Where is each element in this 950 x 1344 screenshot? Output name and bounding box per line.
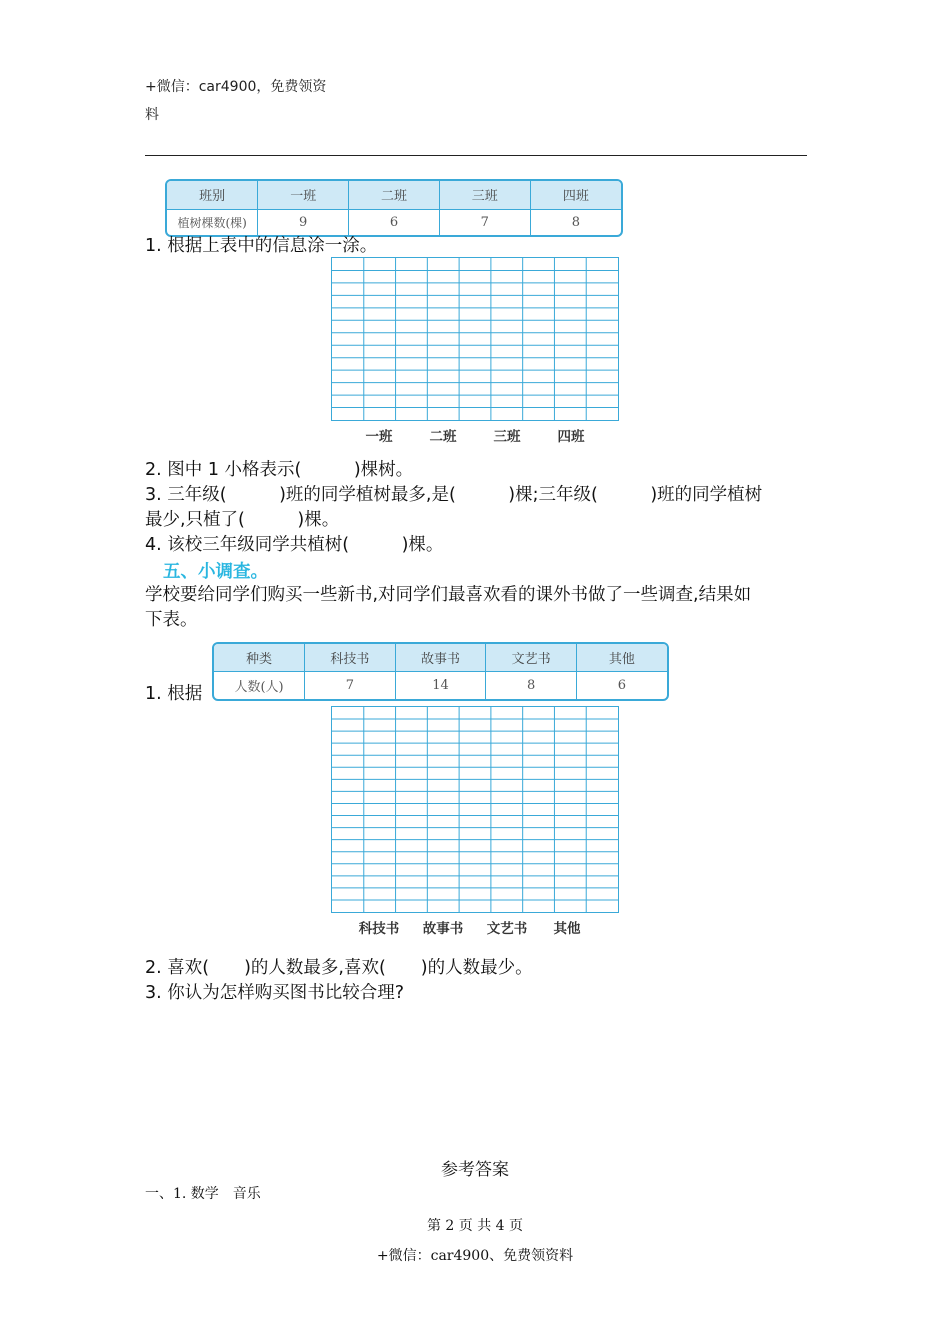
table-cell: 6 xyxy=(576,672,667,700)
table-header-cell: 文艺书 xyxy=(486,644,577,672)
table-cell: 8 xyxy=(530,209,621,235)
grid1-label: 二班 xyxy=(429,429,457,445)
table-header-cell: 三班 xyxy=(439,181,530,209)
question-3-continued: 最少,只植了( )棵。 xyxy=(145,510,340,530)
bar-chart-grid-1[interactable] xyxy=(331,257,619,421)
grid2-label: 故事书 xyxy=(422,921,464,937)
header-note: +微信：car4900，免费领资 xyxy=(145,79,327,95)
question-1b-text: 1. 根据 xyxy=(145,684,203,704)
question-4: 4. 该校三年级同学共植树( )棵。 xyxy=(145,535,444,555)
table-header-cell: 一班 xyxy=(258,181,349,209)
survey-question-2: 2. 喜欢( )的人数最多,喜欢( )的人数最少。 xyxy=(145,958,533,978)
table-header-cell: 二班 xyxy=(349,181,440,209)
question-2: 2. 图中 1 小格表示( )棵树。 xyxy=(145,460,414,480)
table-cell: 7 xyxy=(305,672,396,700)
table-cell: 8 xyxy=(486,672,577,700)
table-header-cell: 科技书 xyxy=(305,644,396,672)
table-header-cell: 故事书 xyxy=(395,644,486,672)
grid2-label: 科技书 xyxy=(358,921,400,937)
grid2-label: 文艺书 xyxy=(486,921,528,937)
section-intro-continued: 下表。 xyxy=(145,610,198,630)
grid1-label: 三班 xyxy=(493,429,521,445)
table-cell: 6 xyxy=(349,209,440,235)
answers-line: 一、1. 数学 音乐 xyxy=(145,1186,261,1202)
survey-question-3: 3. 你认为怎样购买图书比较合理? xyxy=(145,983,405,1003)
question-3: 3. 三年级( )班的同学植树最多,是( )棵;三年级( )班的同学植树 xyxy=(145,485,763,505)
footer-note: +微信：car4900、免费领资料 xyxy=(376,1248,574,1264)
page-number: 第 2 页 共 4 页 xyxy=(426,1218,524,1234)
grid2-label: 其他 xyxy=(553,921,581,937)
header-divider xyxy=(145,155,807,156)
grid1-label: 一班 xyxy=(365,429,393,445)
answers-title: 参考答案 xyxy=(441,1160,509,1180)
grid-lines xyxy=(332,707,618,912)
table-cell: 7 xyxy=(439,209,530,235)
table-header-cell: 其他 xyxy=(576,644,667,672)
table-header-cell: 种类 xyxy=(214,644,305,672)
grid1-label: 四班 xyxy=(557,429,585,445)
tree-planting-table xyxy=(165,179,623,237)
table-cell: 植树棵数(棵) xyxy=(167,209,258,235)
section-intro: 学校要给同学们购买一些新书,对同学们最喜欢看的课外书做了一些调查,结果如 xyxy=(145,585,752,605)
table-cell: 9 xyxy=(258,209,349,235)
table-cell: 14 xyxy=(395,672,486,700)
grid-lines xyxy=(332,258,618,420)
section-title: 五、小调查。 xyxy=(163,562,268,582)
header-note-continued: 料 xyxy=(145,107,159,123)
question-1-text: 1. 根据上表中的信息涂一涂。 xyxy=(145,236,378,256)
table-header-cell: 班别 xyxy=(167,181,258,209)
bar-chart-grid-2[interactable] xyxy=(331,706,619,913)
book-survey-table xyxy=(212,642,669,701)
table-cell: 人数(人) xyxy=(214,672,305,700)
table-header-cell: 四班 xyxy=(530,181,621,209)
